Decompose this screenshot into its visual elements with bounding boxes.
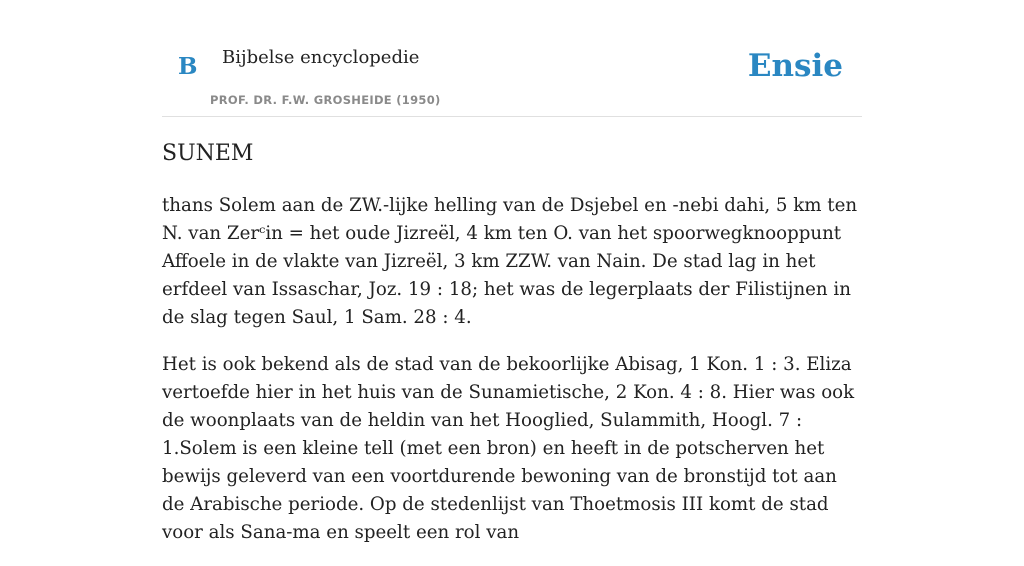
entry-body [162,192,862,566]
ensie-logo[interactable]: Ensie [747,48,843,84]
entry-paragraph-1: thans Solem aan de ZW.-lijke helling van de Dsjebel en -nebi dahi, 5 km ten N. van Zerᶜin = het oude Jizreël, 4 km ten O. van het spoorwegknooppunt Affoele in de vlakte van Jizreël, 3 km ZZW. van Nain. De stad lag in het erfdeel van Issaschar, Joz. 19 : 18; het was de legerplaats der Filistijnen in de slag tegen Saul, 1 Sam. 28 : 4. [162,195,858,328]
work-author[interactable]: PROF. DR. F.W. GROSHEIDE (1950) [210,93,441,107]
entry-paragraph-2: Het is ook bekend als de stad van de bekoorlijke Abisag, 1 Kon. 1 : 3. Eliza vertoefde hier in het huis van de Sunamietische, 2 Kon. 4 : 8. Hier was ook de woonplaats van de heldin van het Hooglied, Sulammith, Hoogl. 7 : 1.Solem is een kleine tell (met een bron) en heeft in de potscherven het bewijs geleverd van een voortdurende bewoning van de bronstijd tot aan de Arabische periode. Op de stedenlijst van Thoetmosis III komt de stad voor als Sana-ma en speelt een rol van [162,354,855,543]
work-title-link[interactable]: Bijbelse encyclopedie [222,47,420,68]
entry-title: SUNEM [162,141,254,166]
article-container [162,0,862,543]
work-header [162,0,862,117]
work-logo[interactable]: B [178,53,198,80]
